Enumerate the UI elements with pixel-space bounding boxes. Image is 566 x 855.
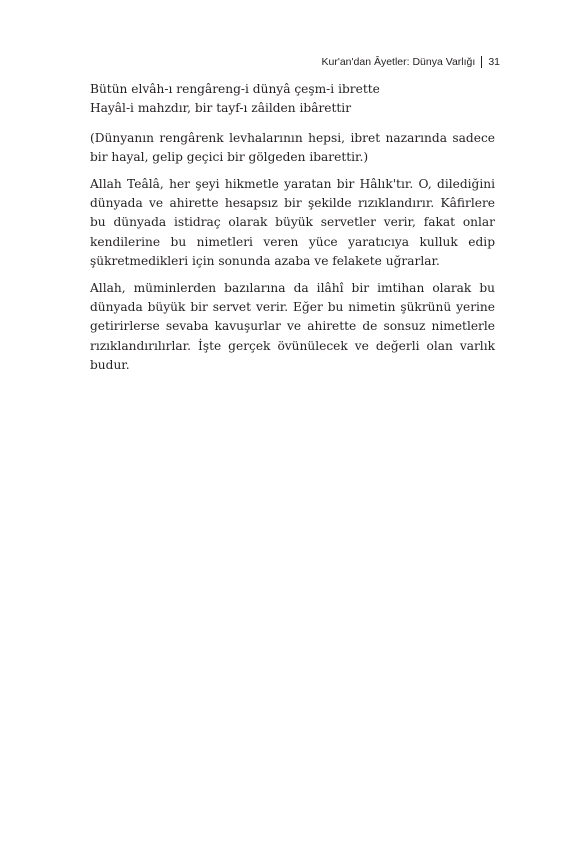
header-separator <box>481 56 482 68</box>
poem-line-1: Bütün elvâh-ı rengâreng-i dünyâ çeşm-i ibrette <box>90 82 380 96</box>
paragraph-believers-wealth: Allah, müminlerden bazılarına da ilâhî bir imtihan olarak bu dünyada büyük bir servet verir. Eğer bu nimetin şükrünü yerine getirirlerse sevaba kavuşurlar ve ahirette de sonsuz nimetlerle rızıklandırılırlar. İşte gerçek övünülecek ve değerli olan varlık budur. <box>90 280 495 373</box>
paragraph-allah-creator: Allah Teâlâ, her şeyi hikmetle yaratan bir Hâlık'tır. O, dilediğini dünyada ve ahirette hesapsız bir şekilde rızıklandırır. Kâfirlere bu dünyada istidraç olarak büyük servetler verir, fakat onlar kendilerine bu nimetleri veren yüce yaratıcıya kulluk edip şükretmedikleri için sonunda azaba ve felakete uğrarlar. <box>90 176 495 269</box>
page-header <box>321 56 500 68</box>
poem-couplet <box>90 80 495 119</box>
running-title: Kur'an'dan Âyetler: Dünya Varlığı <box>321 56 476 68</box>
page-body <box>90 80 495 383</box>
poem-line-2: Hayâl-i mahzdır, bir tayf-ı zâilden ibârettir <box>90 101 352 116</box>
page-number: 31 <box>488 56 500 68</box>
paragraph-translation: (Dünyanın rengârenk levhalarının hepsi, ibret nazarında sadece bir hayal, gelip geçici bir gölgeden ibarettir.) <box>90 130 495 165</box>
